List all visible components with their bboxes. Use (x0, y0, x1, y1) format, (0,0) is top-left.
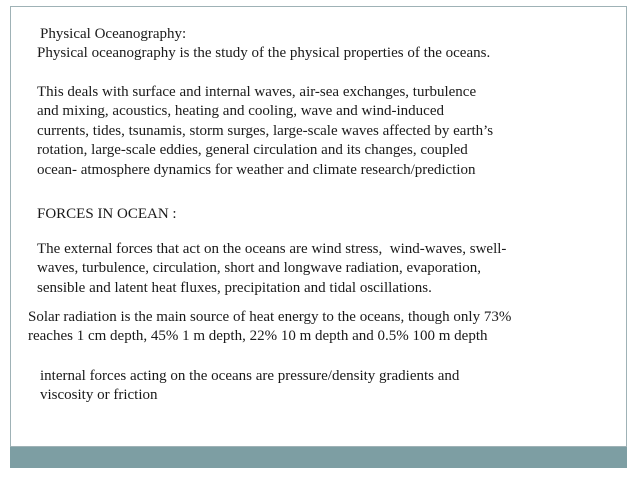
external-line: sensible and latent heat fluxes, precipitation and tidal oscillations. (37, 279, 432, 296)
deals-line: ocean- atmosphere dynamics for weather and climate research/prediction (37, 161, 476, 178)
internal-forces-paragraph (40, 367, 459, 406)
internal-line: internal forces acting on the oceans are pressure/density gradients and (40, 368, 460, 384)
internal-line: viscosity or friction (40, 387, 158, 404)
definition-text: Physical oceanography is the study of the physical properties of the oceans. (37, 45, 491, 61)
external-line: waves, turbulence, circulation, short and longwave radiation, evaporation, (37, 260, 482, 277)
slide-heading: Physical Oceanography: (40, 26, 187, 42)
external-forces-paragraph (37, 240, 506, 298)
solar-line: reaches 1 cm depth, 45% 1 m depth, 22% 10 m depth and 0.5% 100 m depth (28, 328, 488, 345)
deals-line: and mixing, acoustics, heating and cooling, wave and wind-induced (37, 103, 444, 120)
deals-line: rotation, large-scale eddies, general circulation and its changes, coupled (37, 142, 468, 159)
footer-bar (10, 447, 627, 468)
solar-radiation-paragraph (28, 308, 511, 347)
solar-line: Solar radiation is the main source of heat energy to the oceans, though only 73% (28, 309, 512, 325)
deals-paragraph (37, 83, 493, 180)
deals-line: This deals with surface and internal waves, air-sea exchanges, turbulence (37, 84, 477, 100)
deals-line: currents, tides, tsunamis, storm surges, large-scale waves affected by earth’s (37, 122, 494, 139)
external-line: The external forces that act on the oceans are wind stress, wind-waves, swell- (37, 241, 507, 257)
forces-heading: FORCES IN OCEAN : (37, 206, 177, 222)
